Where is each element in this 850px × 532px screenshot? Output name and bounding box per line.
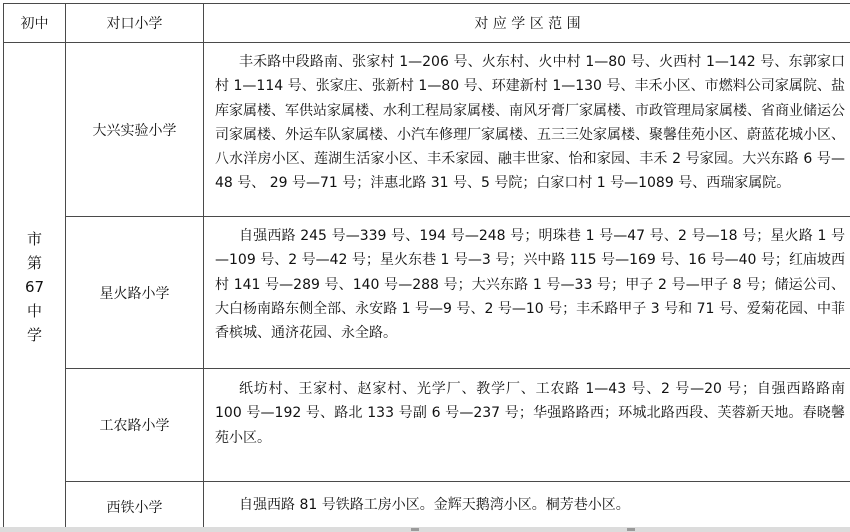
header-district-range: 对 应 学 区 范 围 bbox=[204, 4, 850, 43]
primary-school-name: 星火路小学 bbox=[66, 217, 204, 369]
middle-school-char: 67 bbox=[24, 278, 45, 296]
district-range-cell bbox=[204, 43, 850, 217]
primary-school-name: 西铁小学 bbox=[66, 482, 204, 532]
resize-marker bbox=[627, 528, 635, 531]
middle-school-char: 中 bbox=[26, 302, 42, 320]
school-district-table bbox=[3, 3, 850, 532]
middle-school-char: 学 bbox=[26, 326, 42, 344]
district-range-text: 纸坊村、王家村、赵家村、光学厂、教学厂、工农路 1—43 号、2 号—20 号；自强西路路南 100 号—192 号、路北 133 号副 6 号—237 号；华强路路西；环城北路西段、芙蓉新天地。春晓馨苑小区。 bbox=[215, 381, 845, 446]
page-bottom-edge bbox=[0, 527, 850, 532]
table-row bbox=[4, 369, 850, 482]
table-row bbox=[4, 482, 850, 532]
district-range-cell bbox=[204, 369, 850, 482]
district-range-text: 自强西路 81 号铁路工房小区。金辉天鹅湾小区。桐芳巷小区。 bbox=[239, 497, 630, 513]
middle-school-char: 市 bbox=[26, 230, 42, 248]
header-middle-school: 初中 bbox=[4, 4, 66, 43]
district-range-cell bbox=[204, 217, 850, 369]
middle-school-char: 第 bbox=[26, 254, 42, 272]
header-primary-school: 对口小学 bbox=[66, 4, 204, 43]
table-row bbox=[4, 43, 850, 217]
primary-school-name: 工农路小学 bbox=[66, 369, 204, 482]
district-range-text: 自强西路 245 号—339 号、194 号—248 号；明珠巷 1 号—47 号、2 号—18 号；星火路 1 号—109 号、2 号—42 号；星火东巷 1 号—3 号；兴中路 115 号—169 号、16 号—40 号；红庙坡西村 141 号—289 号、140 号—288 号；大兴东路 1 号—33 号；甲子 2 号—甲子 8 号；储运公司、大白杨南路东侧全部、永安路 1 号—9 号、2 号—10 号；丰禾路甲子 3 号和 71 号、爱菊花园、中菲香槟城、通济花园、永全路。 bbox=[215, 228, 845, 342]
primary-school-name: 大兴实验小学 bbox=[66, 43, 204, 217]
table-row bbox=[4, 217, 850, 369]
resize-marker bbox=[411, 528, 419, 531]
middle-school-cell bbox=[4, 43, 66, 532]
header-row bbox=[4, 4, 850, 43]
district-range-text: 丰禾路中段路南、张家村 1—206 号、火东村、火中村 1—80 号、火西村 1—142 号、东郭家口村 1—114 号、张家庄、张新村 1—80 号、环建新村 1—130 号、丰禾小区、市燃料公司家属院、盐库家属楼、军供站家属楼、水利工程局家属楼、南风牙膏厂家属楼、市政管理局家属楼、省商业储运公司家属楼、外运车队家属楼、小汽车修理厂家属楼、五三三处家属楼、聚馨佳苑小区、蔚蓝花城小区、八水洋房小区、莲湖生活家小区、丰禾家园、融丰世家、怡和家园、丰禾 2 号家园。大兴东路 6 号—48 号、 29 号—71 号；沣惠北路 31 号、5 号院；白家口村 1 号—1089 号、西瑞家属院。 bbox=[215, 54, 845, 192]
district-range-cell bbox=[204, 482, 850, 532]
